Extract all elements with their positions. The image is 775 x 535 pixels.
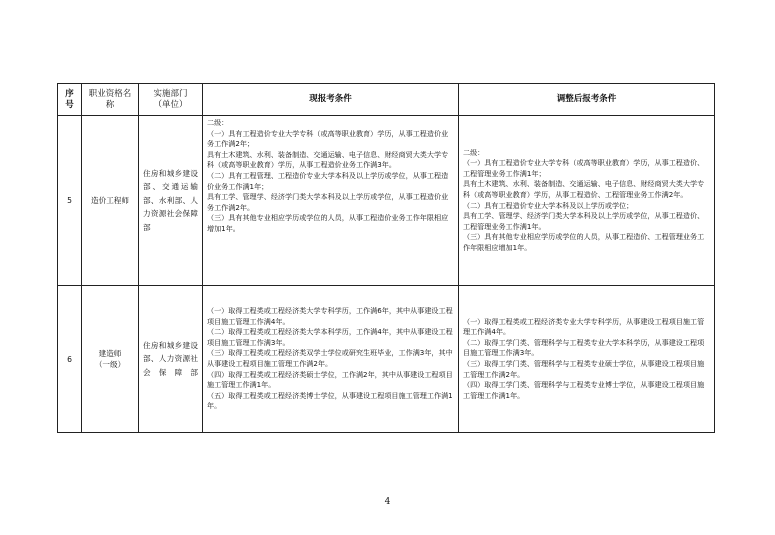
header-title: 职业资格名称: [82, 84, 139, 116]
condition-line: （三）取得工学门类、管理科学与工程类专业硕士学位，从事建设工程项目施工管理工作满2年。: [463, 359, 705, 379]
condition-line: （一）具有工程造价专业大学专科（或高等职业教育）学历，从事工程造价、工程管理业务工作满1年；: [463, 158, 705, 178]
condition-line: 具有工学、管理学、经济学门类大学本科及以上学历或学位，从事工程造价业务工作满2年。: [207, 192, 449, 212]
row-title: [82, 286, 139, 433]
row-title-line: （一级）: [94, 360, 126, 369]
condition-line: 具有土木建筑、水利、装备制造、交通运输、电子信息、财经商贸大类大学专科（或高等职业教育）学历，从事工程造价、工程管理业务工作满2年。: [463, 179, 705, 199]
table-row: [58, 286, 715, 433]
condition-line: （二）具有工程管理、工程造价专业大学本科及以上学历或学位，从事工程造价业务工作满1年；: [207, 170, 449, 191]
page-number: 4: [384, 497, 391, 507]
row-adjusted-conditions: [459, 286, 715, 433]
table-row: [58, 116, 715, 286]
row-dept: 住房和城乡建设部、交通运输部、水利部、人力资源社会保障部: [139, 116, 203, 286]
row-title: 造价工程师: [82, 116, 139, 286]
condition-line: （二）具有工程造价专业大学本科及以上学历或学位；: [463, 200, 634, 210]
condition-line: （一）取得工程类或工程经济类专业大学专科学历，从事建设工程项目施工管理工作满4年。: [463, 316, 705, 337]
header-adjusted: 调整后报考条件: [459, 84, 715, 116]
row-adjusted-conditions: [459, 116, 715, 286]
row-current-conditions: [203, 116, 459, 286]
row-seq: 6: [58, 286, 82, 433]
condition-line: （四）取得工学门类、管理科学与工程类专业博士学位，从事建设工程项目施工管理工作满1年。: [463, 380, 705, 400]
header-seq: 序号: [58, 84, 82, 116]
condition-line: （三）具有其他专业相应学历或学位的人员，从事工程造价业务工作年限相应增加1年。: [207, 213, 449, 233]
condition-line: 二级：: [207, 118, 229, 127]
header-current: 现报考条件: [203, 84, 459, 116]
condition-line: （四）取得工程类或工程经济类硕士学位，工作满2年，其中从事建设工程项目施工管理工作满1年。: [207, 369, 453, 390]
header-row: [58, 84, 715, 116]
row-current-conditions: [203, 286, 459, 433]
condition-line: 二级：: [463, 147, 485, 157]
row-title-line: 建造师: [98, 349, 122, 358]
condition-line: （三）具有其他专业相应学历或学位的人员，从事工程造价、工程管理业务工作年限相应增加1年。: [463, 232, 705, 252]
condition-line: （二）取得工学门类、管理科学与工程类专业大学本科学历，从事建设工程项目施工管理工作满3年。: [463, 337, 705, 358]
condition-line: 具有土木建筑、水利、装备制造、交通运输、电子信息、财经商贸大类大学专科（或高等职业教育）学历，从事工程造价业务工作满3年。: [207, 149, 449, 170]
condition-line: （二）取得工程类或工程经济类大学本科学历，工作满4年，其中从事建设工程项目施工管理工作满3年。: [207, 327, 453, 347]
row-dept: 住房和城乡建设部、人力资源社会保障部: [139, 286, 203, 433]
row-seq: 5: [58, 116, 82, 286]
condition-line: 具有工学、管理学、经济学门类大学本科及以上学历或学位，从事工程造价、工程管理业务工作满1年。: [463, 211, 705, 231]
condition-line: （一）具有工程造价专业大学专科（或高等职业教育）学历，从事工程造价业务工作满2年；: [207, 128, 449, 149]
condition-line: （五）取得工程类或工程经济类博士学位，从事建设工程项目施工管理工作满1年。: [207, 390, 453, 411]
header-dept: 实施部门（单位）: [139, 84, 203, 116]
condition-line: （一）取得工程类或工程经济类大学专科学历，工作满6年，其中从事建设工程项目施工管理工作满4年。: [207, 306, 453, 326]
condition-line: （三）取得工程类或工程经济类双学士学位或研究生班毕业，工作满3年，其中从事建设工程项目施工管理工作满2年。: [207, 348, 453, 368]
qualification-table: [57, 83, 715, 433]
